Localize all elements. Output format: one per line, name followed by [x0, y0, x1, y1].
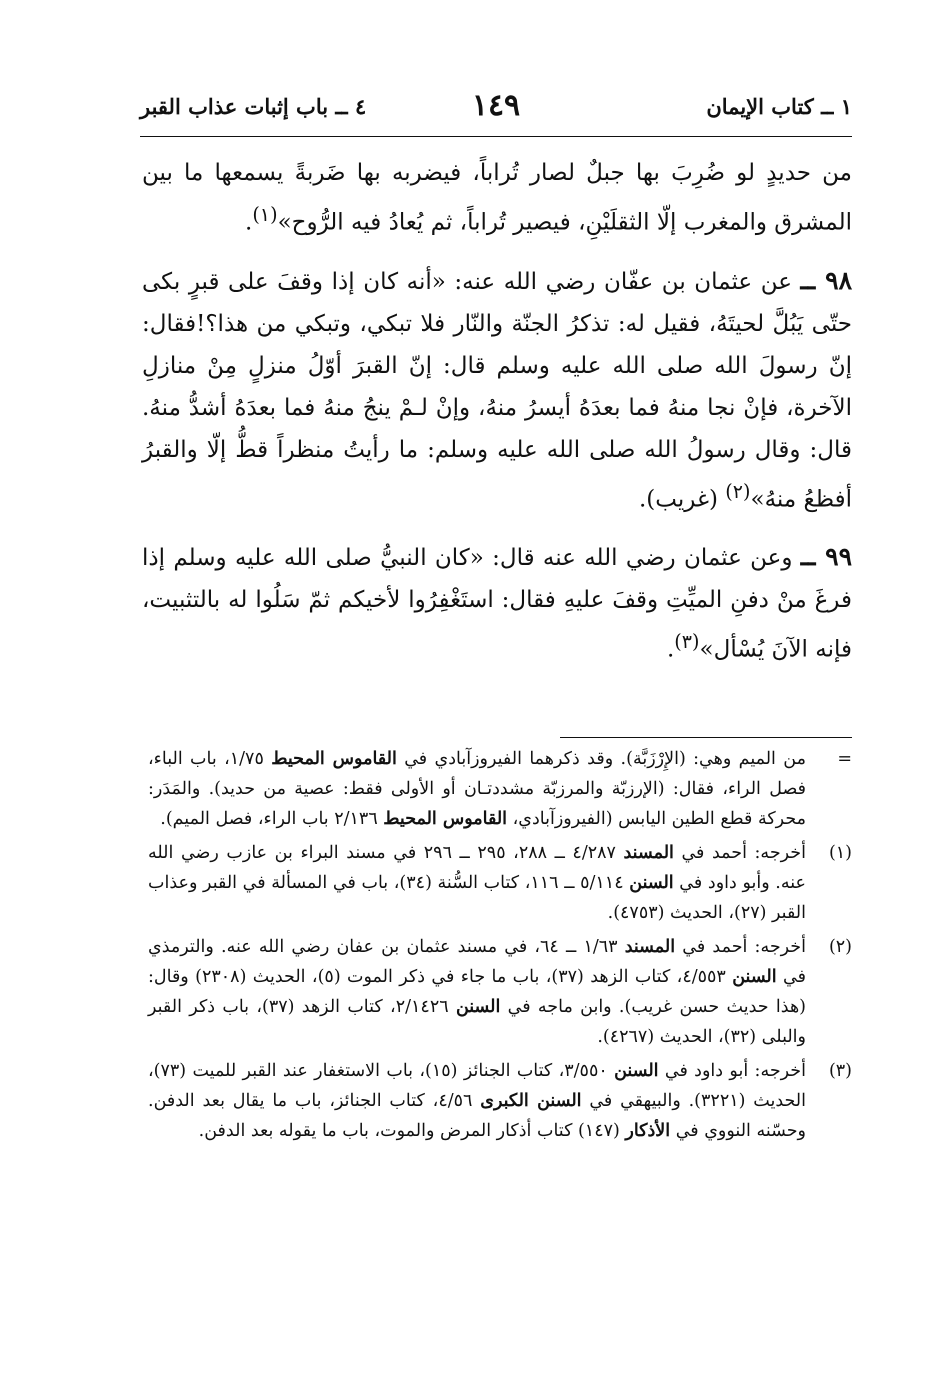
hadith-text: عن عثمان بن عفّان رضي الله عنه: «أنه كان إذا وقفَ على قبرٍ بكى حتّى يَبُلَّ لحيتَهُ، فقيل له: تذكرُ الجنّة والنّار فلا تبكي، وتبكي من هذا؟!فقال: إنّ رسولَ الله صلى الله عليه وسلم قال: إنّ القبرَ أوّلُ منزلٍ مِنْ منازلِ الآخرة، فإنْ نجا منهُ فما بعدَهُ أيسرُ منهُ، وإنْ لـمْ ينجُ منهُ فما بعدَهُ أشدُّ منهُ. قال: وقال رسولُ الله صلى الله عليه وسلم: ما رأيتُ منظراً قطُّ إلّا والقبرُ أفظعُ منهُ»: [142, 268, 852, 513]
source-title: السنن: [455, 997, 501, 1017]
footnote-2: [148, 932, 852, 1052]
running-header: [140, 88, 852, 134]
paragraph-end: .: [666, 636, 675, 663]
paragraph-end: .: [245, 209, 253, 236]
footnote-text: أخرجه: أحمد في: [675, 937, 806, 957]
hadith-text: وعن عثمان رضي الله عنه قال: «كان النبيُّ صلى الله عليه وسلم إذا فرغَ منْ دفنِ الميِّتِ وقفَ عليهِ فقال: استَغْفِرُوا لأخيكم ثمّ سَلُوا له بالتثبيت، فإنه الآنَ يُسْأل»: [142, 545, 852, 663]
footnote-ref-1[interactable]: (١): [252, 203, 278, 226]
footnote-continued: [148, 744, 852, 834]
hadith-grade: (غريب).: [638, 486, 726, 513]
footnote-text: من الميم وهي: (الإِرْزَبَّة). وقد ذكرهما الفيروزآبادي في: [396, 749, 806, 769]
source-title: المسند: [623, 843, 674, 863]
header-divider: [140, 136, 852, 137]
source-title: السنن: [732, 967, 777, 987]
hadith-98: [142, 260, 852, 521]
footnote-marker: (٣): [828, 1061, 852, 1081]
footnote-divider: [560, 737, 852, 738]
section-title: ٤ ــ باب إثبات عذاب القبر: [140, 94, 367, 119]
footnote-text: ٤/٥٦، كتاب الجنائز، باب ما يقال بعد الدفن. وحسّنه النووي في: [148, 1091, 806, 1141]
source-title: الأذكار: [625, 1121, 671, 1141]
page-number: ١٤٩: [471, 88, 521, 123]
footnote-text: أخرجه: أحمد في: [673, 843, 806, 863]
hadith-number: ٩٩ ــ: [800, 542, 853, 572]
footnote-1: [148, 838, 852, 928]
source-title: السنن الكبرى: [480, 1091, 582, 1111]
chapter-title: ١ ــ كتاب الإيمان: [706, 94, 852, 119]
footnote-text: ٢/١٣٦ باب الراء، فصل الميم).: [160, 809, 384, 829]
footnote-text: ١/٧٥، باب الباء، فصل الراء، فقال: (الإرزبّة والمرزبّة مشددتـان أو الأولى فقط: عصية من حديد). والمَدَر: محركة قطع الطين اليابس (الفيروزآبادي،: [148, 749, 806, 829]
footnote-marker: (١): [828, 843, 852, 863]
paragraph-continuation: [142, 152, 852, 244]
footnote-text: ١/٦٣ ــ ٦٤، في مسند عثمان بن عفان رضي الله عنه. والترمذي في: [148, 937, 806, 987]
footnote-marker: (٢): [828, 937, 852, 957]
source-title: السنن: [614, 1061, 659, 1081]
source-title: القاموس المحيط: [383, 809, 508, 829]
hadith-99: [142, 536, 852, 671]
main-text: [142, 152, 852, 687]
footnote-text: ٥/١١٤ ــ ١١٦، كتاب السُّنة (٣٤)، باب في المسألة في القبر وعذاب القبر (٢٧)، الحديث (٤٧٥٣).: [148, 873, 806, 923]
footnote-text: ٢/١٤٢٦، كتاب الزهد (٣٧)، باب ذكر القبر والبلى (٣٢)، الحديث (٤٢٦٧).: [148, 997, 806, 1047]
footnote-text: ٣/٥٥٠، كتاب الجنائز (١٥)، باب الاستغفار عند القبر للميت (٧٣)، الحديث (٣٢٢١). والبيهقي في: [148, 1061, 806, 1111]
source-title: السنن: [629, 873, 674, 893]
source-title: القاموس المحيط: [271, 749, 397, 769]
hadith-number: ٩٨ ــ: [800, 265, 853, 295]
footnote-text: أخرجه: أبو داود في: [658, 1061, 806, 1081]
footnote-text: ٤/٥٥٣، كتاب الزهد (٣٧)، باب ما جاء في ذكر الموت (٥)، الحديث (٢٣٠٨) وقال: (هذا حديث حسن غريب). وابن ماجه في: [148, 967, 806, 1017]
footnote-ref-2[interactable]: (٢): [725, 479, 751, 503]
footnote-marker: =: [837, 749, 852, 769]
footnote-text: (١٤٧) كتاب أذكار المرض والموت، باب ما يقوله بعد الدفن.: [198, 1121, 626, 1141]
source-title: المسند: [624, 937, 676, 957]
footnote-text: ٤/٢٨٧ ــ ٢٨٨، ٢٩٥ ــ ٢٩٦ في مسند البراء بن عازب رضي الله عنه. وأبو داود في: [148, 843, 806, 893]
footnotes: [148, 744, 852, 1150]
paragraph-text: من حديدٍ لو ضُرِبَ بها جبلٌ لصار تُراباً، فيضربه بها ضَربةً يسمعها ما بين المشرق والمغرب إلّا الثقلَيْنِ، فيصير تُراباً، ثم يُعادُ فيه الرُّوح»: [142, 160, 852, 236]
footnote-3: [148, 1056, 852, 1146]
footnote-ref-3[interactable]: (٣): [674, 630, 700, 654]
